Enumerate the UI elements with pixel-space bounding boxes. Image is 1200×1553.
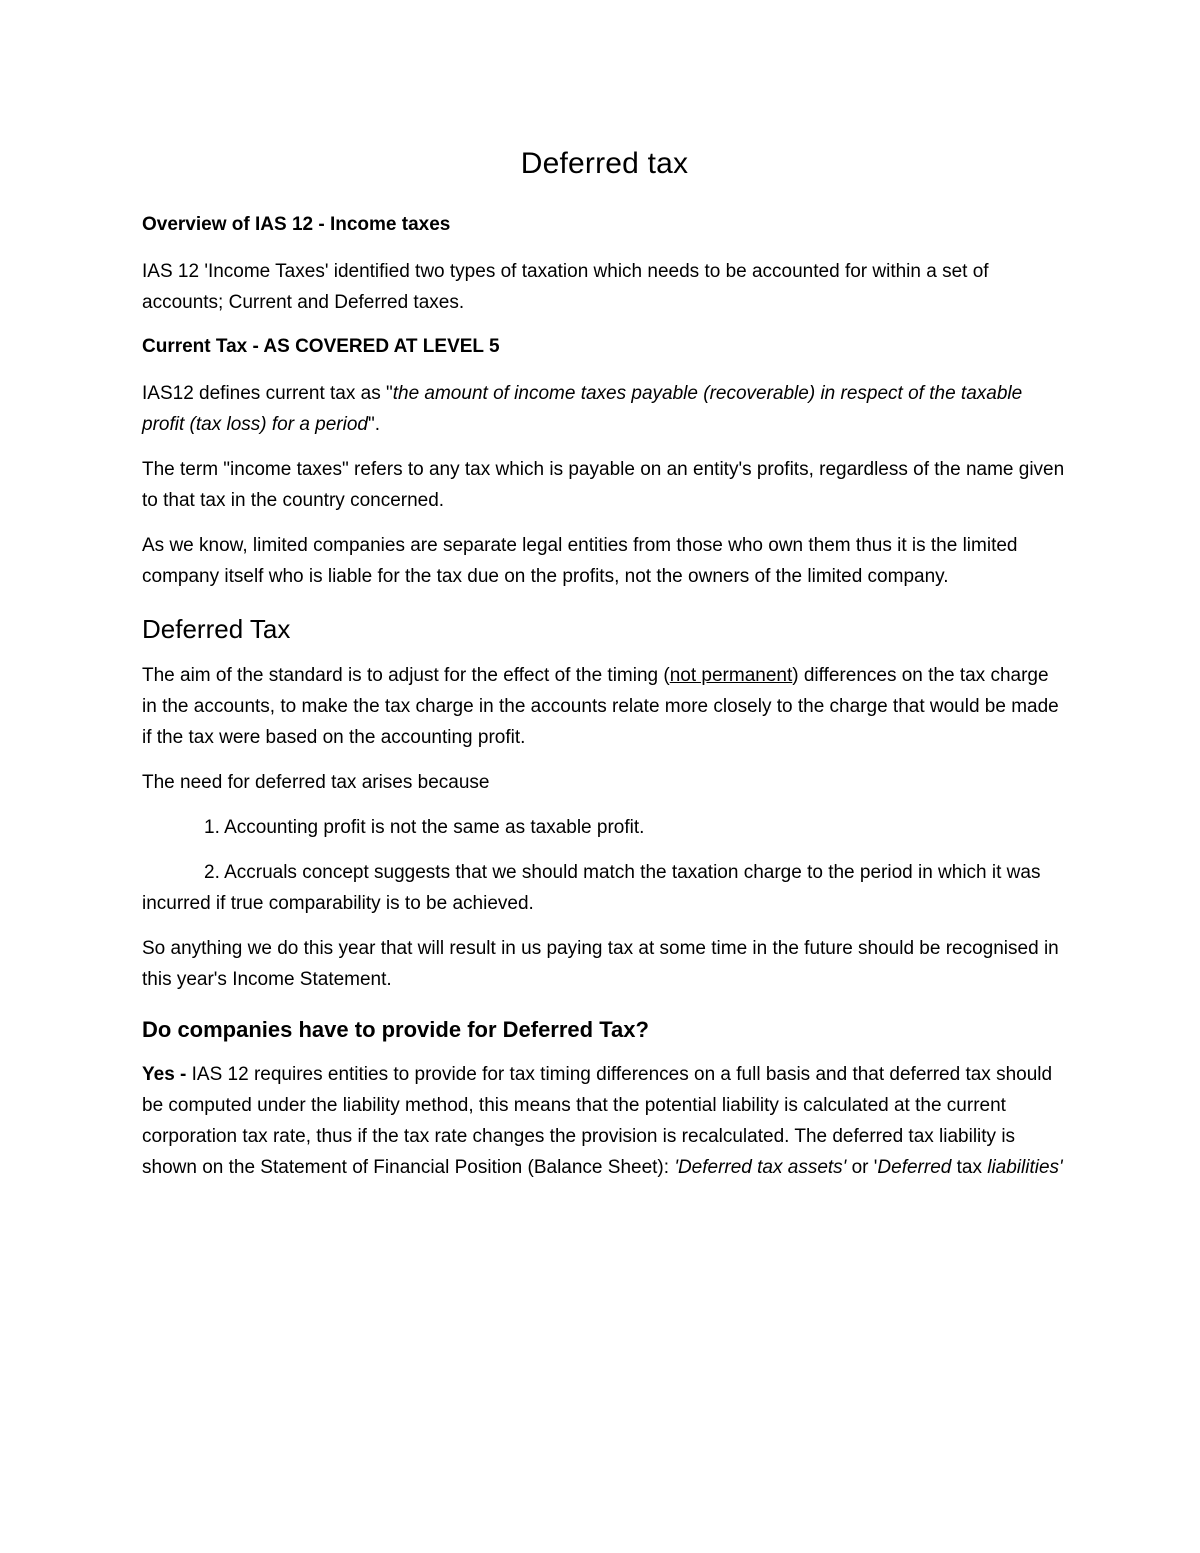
overview-paragraph: IAS 12 'Income Taxes' identified two types of taxation which needs to be accounted for within a set of accounts; Current and Deferred taxes. [142, 261, 989, 313]
deferred-tax-heading: Deferred Tax [142, 614, 291, 644]
definition-quote: the amount of income taxes payable (recoverable) in respect of the taxable profit (tax loss) for a period [142, 383, 1023, 435]
yes-italic-assets: 'Deferred tax assets' [674, 1157, 847, 1178]
yes-lead: Yes - [142, 1064, 187, 1085]
aim-paragraph [142, 660, 1067, 753]
aim-text-1: The aim of the standard is to adjust for the effect of the timing ( [142, 665, 670, 686]
yes-paragraph [142, 1059, 1067, 1183]
income-taxes-paragraph: The term "income taxes" refers to any tax which is payable on an entity's profits, regardless of the name given to that tax in the country concerned. [142, 459, 1065, 511]
aim-text-2: ) differences on the tax charge in the accounts, to make the tax charge in the accounts relate more closely to the charge that would be made if the tax were based on the accounting profit. [142, 665, 1059, 748]
reason-item-1: 1. Accounting profit is not the same as taxable profit. [204, 817, 645, 838]
overview-heading: Overview of IAS 12 - Income taxes [142, 214, 451, 235]
definition-prefix: IAS12 defines current tax as " [142, 383, 393, 404]
current-tax-definition [142, 378, 1067, 440]
need-intro: The need for deferred tax arises because [142, 772, 490, 793]
document-page [142, 140, 1067, 1197]
yes-text: IAS 12 requires entities to provide for tax timing differences on a full basis and that deferred tax should be computed under the liability method, this means that the potential liability is calculated at the current corporation tax rate, thus if the tax rate changes the provision is recalculated. The deferred tax liability is shown on the Statement of Financial Position (Balance Sheet): [142, 1064, 1053, 1178]
definition-suffix: ". [367, 414, 381, 435]
current-tax-heading: Current Tax - AS COVERED AT LEVEL 5 [142, 336, 500, 357]
yes-mid2: tax [951, 1157, 988, 1178]
yes-italic-liabilities: liabilities' [987, 1157, 1063, 1178]
limited-companies-paragraph: As we know, limited companies are separate legal entities from those who own them thus it is the limited company itself who is liable for the tax due on the profits, not the owners of the limited company. [142, 535, 1018, 587]
provide-heading: Do companies have to provide for Deferred Tax? [142, 1017, 649, 1042]
so-anything-paragraph: So anything we do this year that will result in us paying tax at some time in the future should be recognised in this year's Income Statement. [142, 938, 1059, 990]
page-title: Deferred tax [520, 147, 689, 180]
yes-italic-deferred: Deferred [877, 1157, 952, 1178]
not-permanent-underline: not permanent [669, 665, 793, 686]
reason-item-2: 2. Accruals concept suggests that we should match the taxation charge to the period in which it was incurred if true comparability is to be achieved. [142, 862, 1041, 914]
yes-mid: or ' [846, 1157, 878, 1178]
